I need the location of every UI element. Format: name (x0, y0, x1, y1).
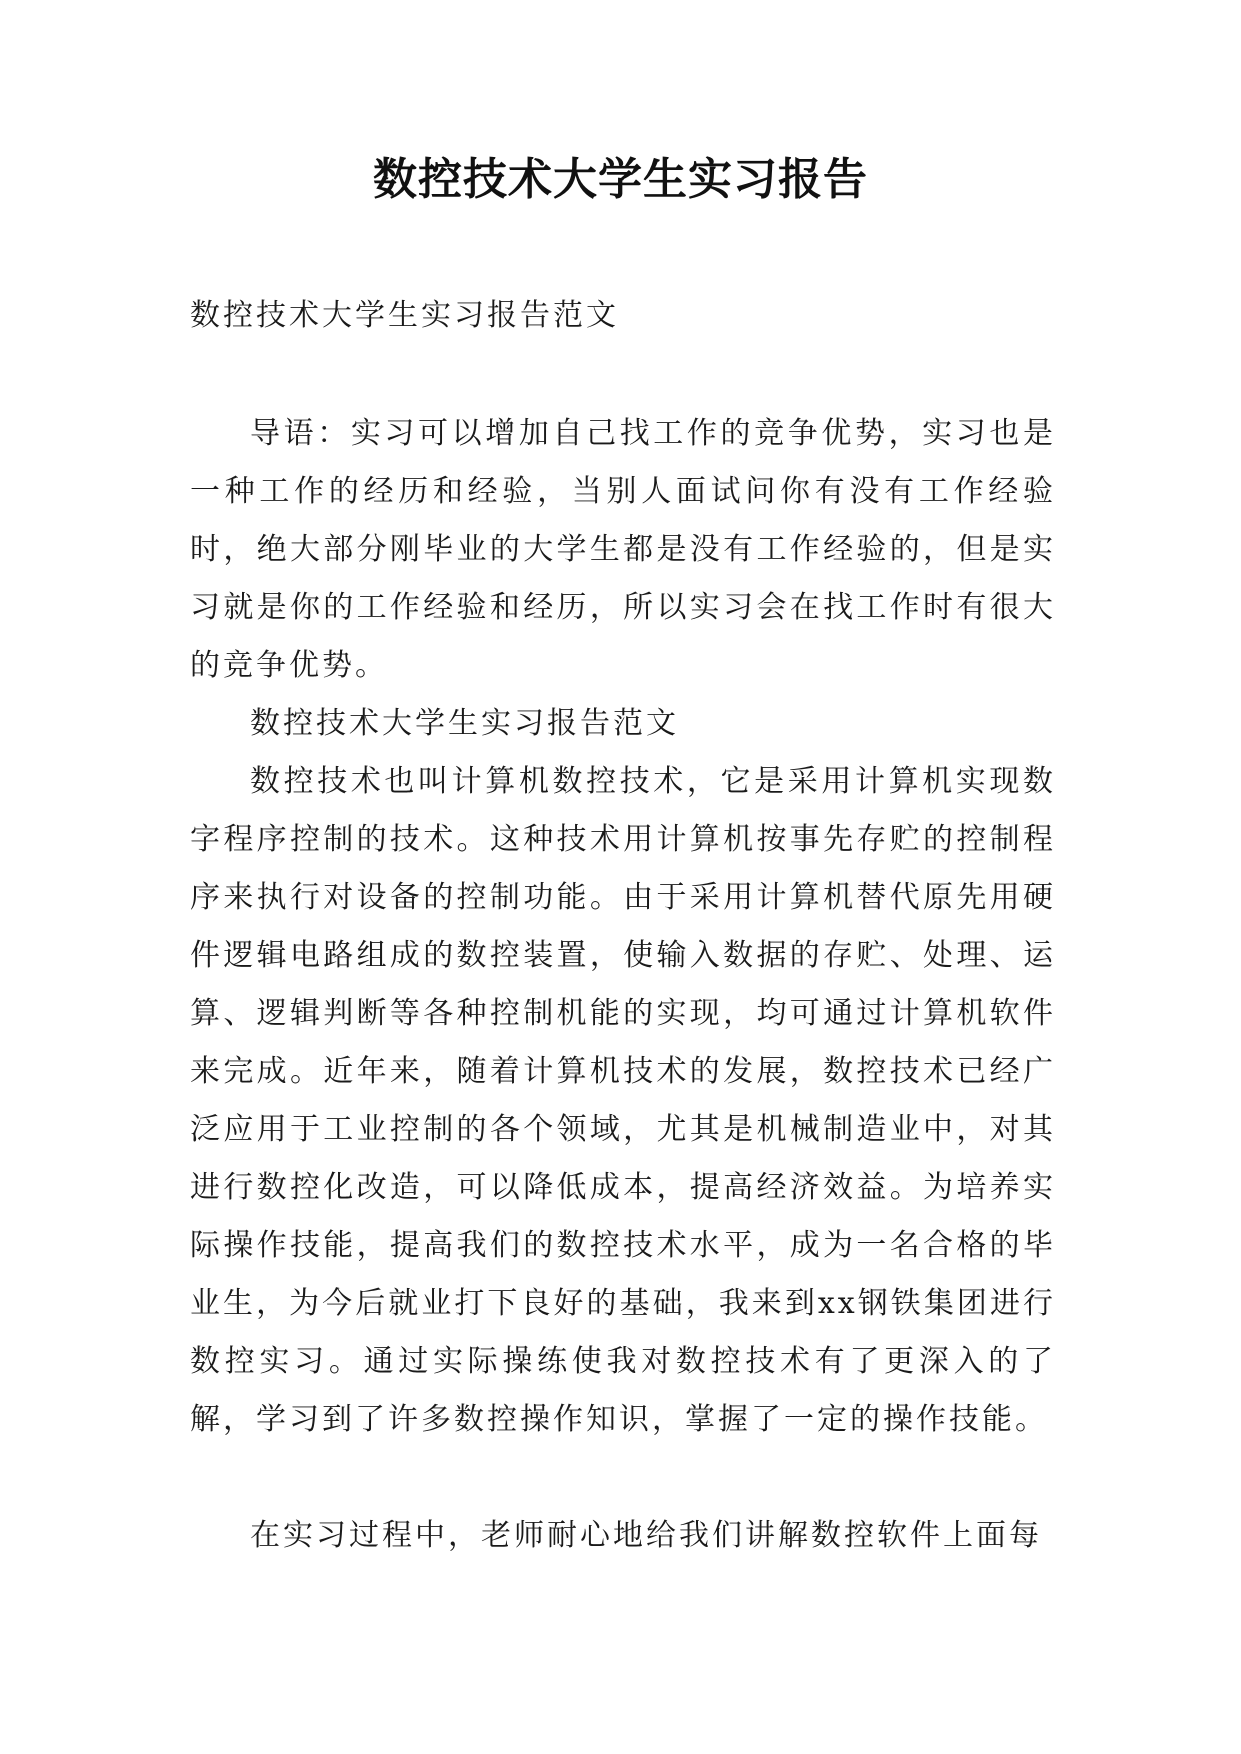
document-subtitle: 数控技术大学生实习报告范文 (190, 298, 619, 333)
continued-paragraph: 在实习过程中，老师耐心地给我们讲解数控软件上面每 (250, 1518, 1042, 1553)
document-title: 数控技术大学生实习报告 (373, 154, 868, 205)
section-heading-paragraph: 数控技术大学生实习报告范文 (250, 706, 679, 741)
intro-paragraph: 导语：实习可以增加自己找工作的竞争优势，实习也是一种工作的经历和经验，当别人面试问你有没有工作经验时，绝大部分刚毕业的大学生都是没有工作经验的，但是实习就是你的工作经验和经历，所以实习会在找工作时有很大的竞争优势。 (190, 416, 1056, 683)
document-body (190, 405, 1056, 1565)
main-paragraph: 数控技术也叫计算机数控技术，它是采用计算机实现数字程序控制的技术。这种技术用计算机按事先存贮的控制程序来执行对设备的控制功能。由于采用计算机替代原先用硬件逻辑电路组成的数控装置，使输入数据的存贮、处理、运算、逻辑判断等各种控制机能的实现，均可通过计算机软件来完成。近年来，随着计算机技术的发展，数控技术已经广泛应用于工业控制的各个领域，尤其是机械制造业中，对其进行数控化改造，可以降低成本，提高经济效益。为培养实际操作技能，提高我们的数控技术水平，成为一名合格的毕业生，为今后就业打下良好的基础，我来到xx钢铁集团进行数控实习。通过实际操练使我对数控技术有了更深入的了解，学习到了许多数控操作知识，掌握了一定的操作技能。 (190, 764, 1056, 1437)
